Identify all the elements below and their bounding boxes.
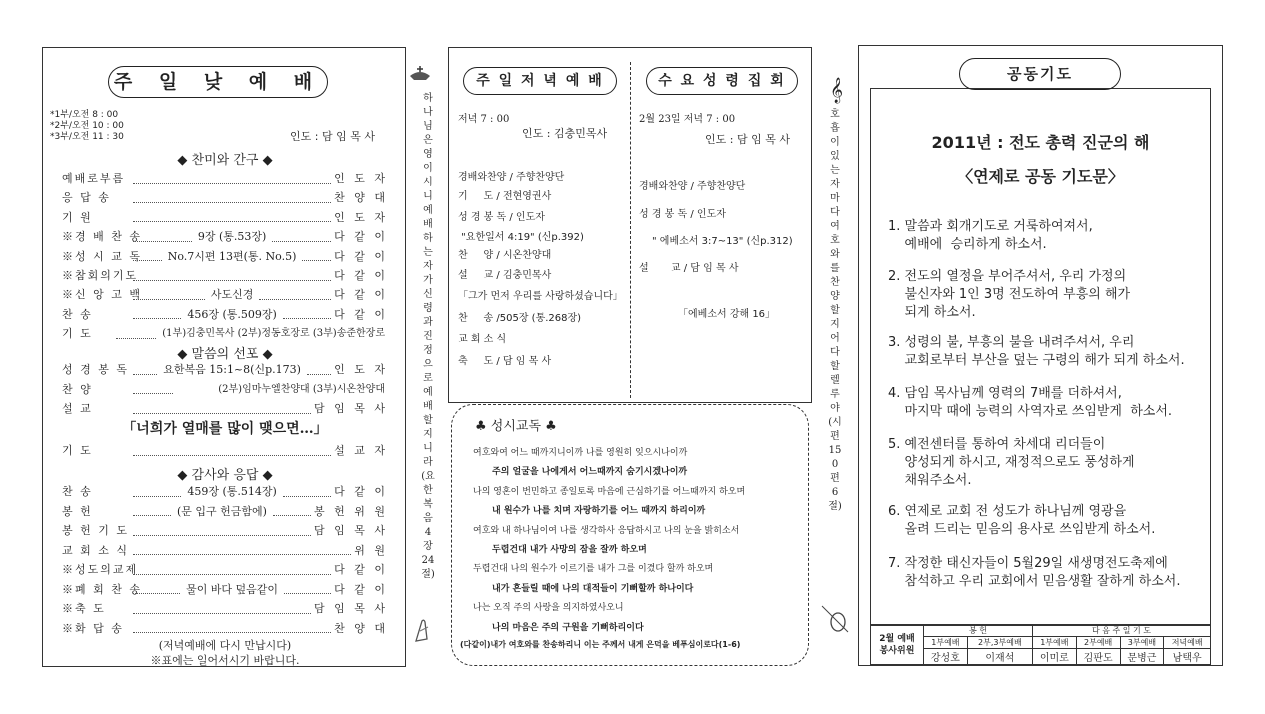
thanks-row [62, 523, 388, 539]
leader-dots [133, 566, 331, 575]
praise-row [62, 249, 388, 265]
evening-order-item: 설 교 / 김충민목사 [458, 270, 552, 281]
order-label: ※성도의교제 [62, 563, 139, 576]
order-detail: 사도신경 [210, 288, 254, 302]
order-label: ※화 답 송 [62, 621, 124, 635]
order-person: 다 같 이 [334, 582, 389, 596]
leader-dots [133, 527, 311, 536]
order-detail: No.7시편 13편(통. No.5) [167, 249, 297, 263]
leader-dots [133, 585, 180, 594]
wednesday-order-item: 설 교 / 담 임 목 사 [639, 263, 739, 274]
vertical-verse-2: 호흡이 있는 자마다 여호와를 찬양할지어다 할렐루야 (시편 150편 6절) [828, 109, 842, 512]
schedule-column-header: 저녁예배 [1164, 637, 1211, 649]
service-time-2: *2부/오전 10 : 00 [50, 121, 124, 131]
evening-order-item: 성 경 봉 독 / 인도자 [458, 212, 545, 223]
schedule-name: 김판도 [1076, 649, 1120, 665]
wednesday-order-item: 「에베소서 강해 16」 [678, 309, 776, 320]
section-thanks: ◆ 감사와 응답 ◆ [177, 468, 273, 483]
order-label: ※축 도 [62, 602, 106, 615]
schedule-column-header: 1부예배 [924, 637, 968, 649]
schedule-name: 남택우 [1164, 649, 1211, 665]
wednesday-order-item: 성 경 봉 독 / 인도자 [639, 209, 726, 220]
evening-order-item: 기 도 / 전현영권사 [458, 191, 552, 202]
leader-dots [133, 291, 205, 300]
middle-divider [630, 62, 631, 398]
schedule-column-header: 2부,3부예배 [967, 637, 1032, 649]
psalm-line: 나는 오직 주의 사랑을 의지하였사오니 [473, 603, 624, 614]
psalm-line: 여호와여 어느 때까지니이까 나를 영원히 잊으시나이까 [473, 448, 688, 458]
order-label: 설 교 [62, 402, 93, 415]
order-label: 응 답 송 [62, 191, 111, 205]
order-detail: 요한복음 15:1~8(신p.173) [163, 363, 301, 376]
bible-lamp-icon [408, 62, 432, 88]
section-word: ◆ 말씀의 선포 ◆ [177, 347, 273, 362]
word-row [62, 382, 388, 398]
section-praise: ◆ 찬미와 간구 ◆ [177, 153, 273, 168]
schedule-name: 이미로 [1032, 649, 1076, 665]
order-person: 인 도 자 [334, 210, 388, 224]
prayer-group-header: 다 음 주 일 기 도 [1032, 625, 1210, 637]
leader-dots [302, 252, 331, 261]
schedule-name: 강성호 [924, 649, 968, 665]
prayer-item: 1. 말씀과 회개기도로 거룩하여져서, 예배에 승리하게 하소서. [888, 219, 1093, 252]
order-person: 찬 양 대 [334, 191, 388, 205]
psalm-title: ♣ 성시교독 ♣ [475, 419, 557, 434]
wednesday-order-item: 경배와찬양 / 주향찬양단 [639, 181, 746, 192]
leader-dots [272, 233, 331, 242]
order-label: ※신 앙 고 백 [62, 288, 142, 302]
order-label: 찬 송 [62, 485, 93, 498]
order-label: ※경 배 찬 송 [62, 230, 142, 244]
order-label: 성 경 봉 독 [62, 363, 129, 376]
order-person: 담 임 목 사 [314, 602, 388, 615]
prayer-item: 6. 연제로 교회 전 성도가 하나님께 영광을 올려 드리는 믿음의 용사로 쓰임받게 하소서. [888, 504, 1156, 537]
service-leader: 인도 : 담 임 목 사 [290, 130, 375, 143]
psalm-line: 나의 마음은 주의 구원을 기뻐하리이다 [492, 622, 644, 633]
schedule-label-volunteers: 봉사위원 [879, 645, 915, 656]
psalm-line: (다같이)내가 여호와를 찬송하리니 이는 주께서 내게 은덕을 베푸심이로다(1-6) [460, 640, 741, 649]
praise-row [62, 210, 388, 226]
evening-order-item: 찬 송 /505장 (통.268장) [458, 313, 582, 324]
order-detail: 9장 (통.53장) [197, 230, 267, 244]
vertical-verse-1: 하나님은 영이시니 예배하는 자가 신령과 진정으로 예배할지니라 (요한복음 4장 24절) [421, 93, 435, 580]
leader-dots [133, 175, 331, 184]
thanks-row [62, 601, 388, 617]
evening-leader: 인도 : 김충민목사 [522, 127, 608, 140]
order-detail: 456장 (통.509장) [187, 307, 277, 321]
prayer-item: 5. 예전센터를 통하여 차세대 리더들이 양성되게 하시고, 재정적으로도 풍성하게 채워주소서. [888, 437, 1135, 488]
evening-order-item: 교 회 소 식 [458, 334, 507, 345]
order-label: 기 도 [62, 444, 93, 457]
order-detail: (문 입구 헌금함에) [177, 504, 267, 518]
praise-row [62, 307, 388, 323]
order-person: 다 같 이 [334, 485, 389, 498]
leader-dots [133, 385, 173, 394]
violin-icon [818, 602, 852, 640]
offering-group-header: 봉 헌 [924, 625, 1033, 637]
leader-dots [283, 488, 331, 497]
order-label: ※폐 회 찬 송 [62, 582, 142, 596]
order-person: 인 도 자 [334, 363, 389, 376]
order-label: 봉 헌 [62, 504, 93, 518]
leader-dots [283, 310, 331, 319]
prayer-item: 2. 전도의 열정을 부어주셔서, 우리 가정의 불신자와 1인 3명 전도하여 부흥의 해가 되게 하소서. [888, 269, 1131, 320]
thanks-row [62, 484, 388, 500]
leader-dots [133, 194, 331, 203]
psalm-line: 내 원수가 나를 치며 자랑하기를 어느 때까지 하리이까 [492, 506, 706, 517]
praise-row [62, 268, 388, 284]
order-label: ※성 시 교 독 [62, 249, 142, 263]
leader-dots [133, 310, 181, 319]
order-detail: 459장 (통.514장) [187, 485, 277, 498]
leader-dots [133, 272, 331, 281]
prayer-title: 공동기도 [959, 58, 1121, 90]
schedule-name: 문병근 [1120, 649, 1164, 665]
evening-time: 저녁 7 : 00 [458, 114, 510, 125]
schedule-column-header: 2부예배 [1076, 637, 1120, 649]
order-person: 다 같 이 [334, 307, 389, 321]
order-person: 다 같 이 [334, 230, 389, 244]
psalm-line: 나의 영혼이 번민하고 종일토록 마음에 근심하기를 어느때까지 하오며 [473, 486, 746, 497]
service-time-3: *3부/오전 11 : 30 [50, 132, 124, 142]
order-label: 기 도 [62, 327, 93, 341]
psalm-line: 여호와 내 하나님이여 나를 생각하사 응답하시고 나의 눈을 밝히소서 [473, 525, 740, 536]
schedule-column-header: 3부예배 [1120, 637, 1164, 649]
leader-dots [307, 366, 331, 375]
praise-row [62, 287, 388, 303]
footer-standing: ※표에는 일어서시기 바랍니다. [150, 654, 300, 667]
order-label: 찬 양 [62, 382, 93, 396]
word-row [62, 443, 388, 459]
thanks-row [62, 582, 388, 598]
order-label: 예배로부름 [62, 172, 126, 185]
leader-dots [273, 507, 311, 516]
praying-hands-icon [412, 617, 434, 647]
order-detail: (2부)임마누엘찬양대 (3부)시온찬양대 [218, 383, 385, 395]
order-person: 설 교 자 [334, 444, 388, 457]
order-label: 찬 송 [62, 307, 93, 321]
order-person: 담 임 목 사 [314, 402, 388, 415]
psalm-line: 내가 흔들릴 때에 나의 대적들이 기뻐할까 하나이다 [492, 583, 694, 594]
leader-dots [284, 585, 331, 594]
wednesday-service-title: 수 요 성 령 집 회 [646, 67, 798, 95]
schedule-column-header: 1부예배 [1032, 637, 1076, 649]
word-row [62, 362, 388, 378]
prayer-item: 7. 작정한 태신자들이 5월29일 새생명전도축제에 참석하고 우리 교회에서 믿음생활 잘하게 하소서. [888, 556, 1181, 589]
treble-clef-icon: 𝄞 [830, 78, 844, 103]
praise-row [62, 171, 388, 187]
praise-row [62, 229, 388, 245]
leader-dots [133, 624, 331, 633]
order-person: 담 임 목 사 [314, 524, 388, 537]
evening-service-title: 주 일 저 녁 예 배 [463, 67, 617, 95]
order-person: 위 원 [354, 543, 388, 557]
evening-order-item: 찬 양 / 시온찬양대 [458, 250, 552, 261]
psalm-line: 두렵건대 나의 원수가 이르기를 내가 그를 이겼다 할까 하오며 [473, 564, 714, 575]
leader-dots [133, 213, 331, 222]
order-label: 봉 헌 기 도 [62, 524, 129, 537]
evening-order-item: "요한일서 4:19" (신p.392) [458, 232, 584, 243]
thanks-row [62, 562, 388, 578]
order-label: 기 원 [62, 210, 93, 224]
schedule-table [870, 624, 1211, 665]
order-person: 다 같 이 [334, 563, 388, 576]
order-person: 다 같 이 [334, 288, 389, 302]
leader-dots [133, 405, 311, 414]
order-detail: 물이 바다 덮음같이 [186, 582, 279, 596]
praise-row [62, 190, 388, 206]
psalm-line: 주의 얼굴을 나에게서 어느때까지 숨기시겠나이까 [492, 467, 688, 478]
leader-dots [133, 507, 171, 516]
praise-row [62, 326, 388, 342]
schedule-label-month: 2월 예배 [879, 633, 915, 644]
leader-dots [116, 330, 156, 339]
leader-dots [133, 233, 192, 242]
leader-dots [133, 252, 162, 261]
leader-dots [133, 488, 181, 497]
sermon-title: 「너희가 열매를 많이 맺으면…」 [122, 421, 328, 437]
prayer-heading-sub: 〈연제로 공동 기도문〉 [957, 167, 1124, 186]
prayer-heading-year: 2011년 : 전도 총력 진군의 해 [931, 133, 1150, 152]
thanks-row [62, 621, 388, 637]
order-label: ※참회의기도 [62, 269, 139, 282]
leader-dots [259, 291, 331, 300]
service-time-1: *1부/오전 8 : 00 [50, 110, 119, 120]
evening-order-item: 「그가 먼저 우리를 사랑하셨습니다」 [458, 291, 623, 302]
wednesday-leader: 인도 : 담 임 목 사 [705, 133, 790, 146]
prayer-item: 4. 담임 목사님께 영력의 7배를 더하셔서, 마지막 때에 능력의 사역자로 쓰임받게 하소서. [888, 386, 1173, 419]
leader-dots [133, 546, 351, 555]
order-person: 인 도 자 [334, 172, 388, 185]
prayer-item: 3. 성령의 불, 부흥의 불을 내려주셔서, 우리 교회로부터 부산을 덮는 구령의 해가 되게 하소서. [888, 335, 1185, 368]
leader-dots [133, 366, 157, 375]
thanks-row [62, 504, 388, 520]
order-person: 찬 양 대 [334, 621, 388, 635]
order-person: 다 같 이 [334, 249, 388, 263]
sunday-service-title: 주 일 낮 예 배 [108, 66, 328, 98]
evening-order-item: 경배와찬양 / 주향찬양단 [458, 172, 565, 183]
wednesday-time: 2월 23일 저녁 7 : 00 [639, 114, 736, 125]
thanks-row [62, 543, 388, 559]
leader-dots [133, 605, 311, 614]
psalm-line: 두렵건대 내가 사망의 잠을 잘까 하오며 [492, 545, 647, 555]
order-person: 다 같 이 [334, 269, 388, 282]
word-row [62, 401, 388, 417]
footer-evening: (저녁예배에 다시 만납시다) [158, 639, 292, 652]
leader-dots [133, 447, 331, 456]
order-label: 교 회 소 식 [62, 543, 129, 557]
wednesday-order-item: " 에베소서 3:7~13" (신p.312) [652, 236, 793, 247]
order-detail: (1부)김충민목사 (2부)정동호장로 (3부)송준한장로 [162, 328, 385, 340]
evening-order-item: 축 도 / 담 임 목 사 [458, 356, 552, 367]
schedule-name: 이재석 [967, 649, 1032, 665]
order-person: 봉 헌 위 원 [314, 504, 388, 518]
